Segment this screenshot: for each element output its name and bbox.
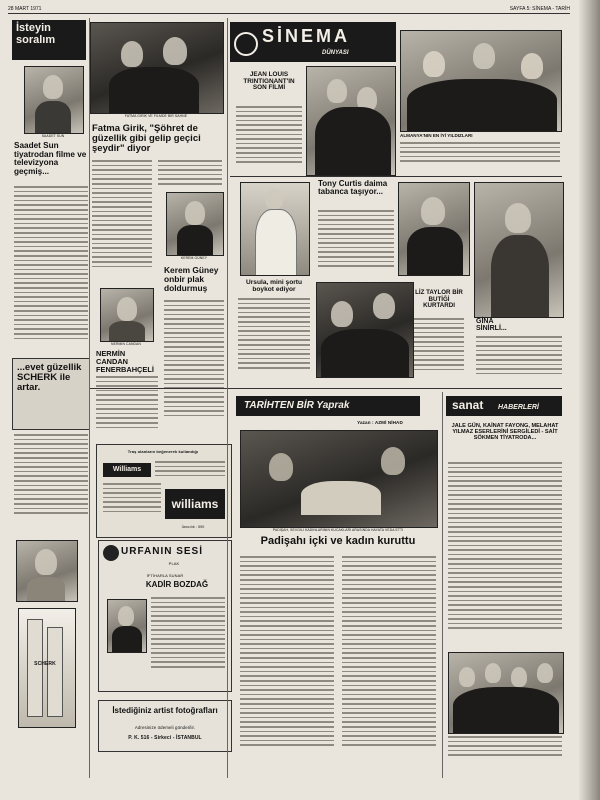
sinema-banner-title: SİNEMA bbox=[262, 26, 351, 46]
film-reel-icon bbox=[234, 32, 258, 56]
saadet-sun-photo bbox=[24, 66, 84, 134]
kerem-guney-article bbox=[164, 300, 224, 430]
sanat-banner bbox=[446, 396, 562, 416]
page-section-label: SAYFA 5: SİNEMA - TARİH bbox=[509, 6, 570, 12]
williams-ad-tagline: Traş olanların beğenerek kullandığı bbox=[127, 449, 199, 454]
liz-taylor-article bbox=[414, 318, 464, 380]
singer-name: KADİR BOZDAĞ bbox=[145, 580, 209, 589]
scherk-ad-box bbox=[12, 358, 90, 430]
tintignant-article bbox=[236, 106, 302, 170]
scherk-product-label: SCHERK bbox=[34, 661, 56, 667]
sanat-lead-headline: JALE GÜN, KAİNAT FAYONG, MELAHAT YILMAZ ESERLERİNİ SERGİLEDİ - SAİT SÖKMEN TİYATRODA... bbox=[451, 423, 559, 441]
sanat-article bbox=[448, 462, 562, 648]
saadet-sun-headline: Saadet Sun tiyatrodan filme ve televizyona geçmiş... bbox=[14, 141, 87, 176]
kadir-bozdag-photo bbox=[107, 599, 147, 653]
tarihten-banner: TARİHTEN BİR Yaprak bbox=[236, 396, 420, 416]
german-stars-text bbox=[400, 142, 560, 174]
nermin-candan-headline: NERMİN CANDAN FENERBAHÇELİ bbox=[96, 349, 154, 374]
kerem-guney-caption: KEREM GÜNEY bbox=[180, 256, 208, 260]
sinema-divider bbox=[230, 176, 562, 177]
tony-curtis-headline: Tony Curtis daima tabanca taşıyor... bbox=[318, 179, 388, 197]
nermin-candan-article bbox=[96, 376, 158, 436]
urfanin-sesi-ad bbox=[98, 540, 232, 692]
ursula-photo bbox=[240, 182, 310, 276]
williams-ad-footer: İlancılık : 590 bbox=[181, 525, 205, 529]
liz-taylor-photo bbox=[316, 282, 414, 378]
urfanin-sesi-subtitle: PLAK bbox=[168, 561, 180, 566]
fatma-girik-caption: FATMA GİRİK VE FİLMDE BİR SAHNE bbox=[124, 114, 188, 118]
nermin-candan-caption: NERMİN CANDAN bbox=[111, 342, 141, 346]
record-icon bbox=[103, 545, 119, 561]
header-rule bbox=[8, 13, 570, 14]
tony-curtis-article bbox=[318, 210, 394, 274]
padisah-headline: Padişahı içki ve kadın kuruttu bbox=[260, 535, 416, 547]
german-stars-caption: ALMANYA'NIN EN İYİ YILDIZLARI bbox=[400, 133, 473, 138]
gina-article bbox=[476, 336, 562, 382]
urfanin-sesi-presenting: İFTİHARLA SUNAR bbox=[146, 573, 184, 578]
midpage-divider bbox=[90, 388, 562, 389]
williams-small-logo: Williams bbox=[103, 463, 151, 477]
gina-photo bbox=[474, 182, 564, 318]
sinema-banner bbox=[230, 22, 396, 62]
saadet-sun-article bbox=[14, 186, 88, 351]
scherk-slogan: ...evet güzellik SCHERK ile artar. bbox=[17, 362, 82, 393]
scherk-model-photo bbox=[16, 540, 78, 602]
tony-curtis-photo bbox=[398, 182, 470, 276]
isteyin-soralim-banner: İsteyin soralım bbox=[12, 20, 86, 60]
urfanin-sesi-title: URFANIN SESİ bbox=[121, 546, 204, 557]
padisah-article-col2 bbox=[342, 556, 436, 766]
ursula-headline: Ursula, mini şortu boykot ediyor bbox=[245, 279, 303, 293]
column-rule-2 bbox=[227, 18, 228, 778]
column-rule-3 bbox=[442, 392, 443, 778]
kerem-guney-photo bbox=[166, 192, 224, 256]
sanat-group-photo bbox=[448, 652, 564, 734]
sanat-banner-subtitle: HABERLERİ bbox=[498, 404, 539, 411]
german-stars-photo bbox=[400, 30, 562, 132]
williams-ad bbox=[96, 444, 232, 538]
artist-ad-line: Adresinize ödemeli gönderilir. bbox=[134, 725, 196, 730]
sanat-banner-title: sanat bbox=[452, 398, 484, 412]
scherk-product-photo bbox=[18, 608, 76, 728]
fatma-girik-headline: Fatma Girik, "Şöhret de güzellik gibi gelip geçici şeydir" diyor bbox=[92, 123, 201, 154]
padisah-caption: PADİŞAH, SEVGİLİ KADINLARININ KUCAKLARI ARASINDA HAYATA VEDA ETTİ bbox=[272, 528, 404, 532]
liz-taylor-headline: LİZ TAYLOR BİR BUTİĞİ KURTARDI bbox=[415, 289, 463, 309]
fatma-girik-article-col2 bbox=[158, 160, 222, 190]
tarihten-author: Yazan : AZMİ NİHAD bbox=[357, 420, 403, 425]
artist-ad-headline: İstediğiniz artist fotoğrafları bbox=[112, 706, 218, 715]
sinema-banner-subtitle: DÜNYASI bbox=[322, 50, 349, 56]
fatma-girik-article-col1 bbox=[92, 160, 152, 280]
scherk-ad-text bbox=[14, 434, 88, 524]
column-rule-1 bbox=[89, 18, 90, 778]
padisah-illustration bbox=[240, 430, 438, 528]
gina-headline: GİNA SİNİRLİ... bbox=[476, 318, 507, 333]
sanat-photo-caption bbox=[448, 736, 562, 770]
nermin-candan-photo bbox=[100, 288, 154, 342]
williams-big-logo: williams bbox=[165, 489, 225, 519]
page-date: 28 MART 1971 bbox=[8, 6, 42, 12]
ursula-article bbox=[238, 298, 310, 380]
tintignant-headline: JEAN LOUIS TRINTIGNANT'IN SON FİLMİ bbox=[243, 71, 295, 92]
padisah-article-col1 bbox=[240, 556, 334, 766]
fatma-girik-photo bbox=[90, 22, 224, 114]
artist-ad-address: P. K. 516 - Sirkeci - İSTANBUL bbox=[128, 735, 202, 741]
kerem-guney-headline: Kerem Güney onbir plak doldurmuş bbox=[164, 265, 219, 293]
saadet-sun-caption: SAADET SUN bbox=[41, 134, 65, 138]
artist-photo-ad bbox=[98, 700, 232, 752]
tintignant-photo bbox=[306, 66, 396, 176]
